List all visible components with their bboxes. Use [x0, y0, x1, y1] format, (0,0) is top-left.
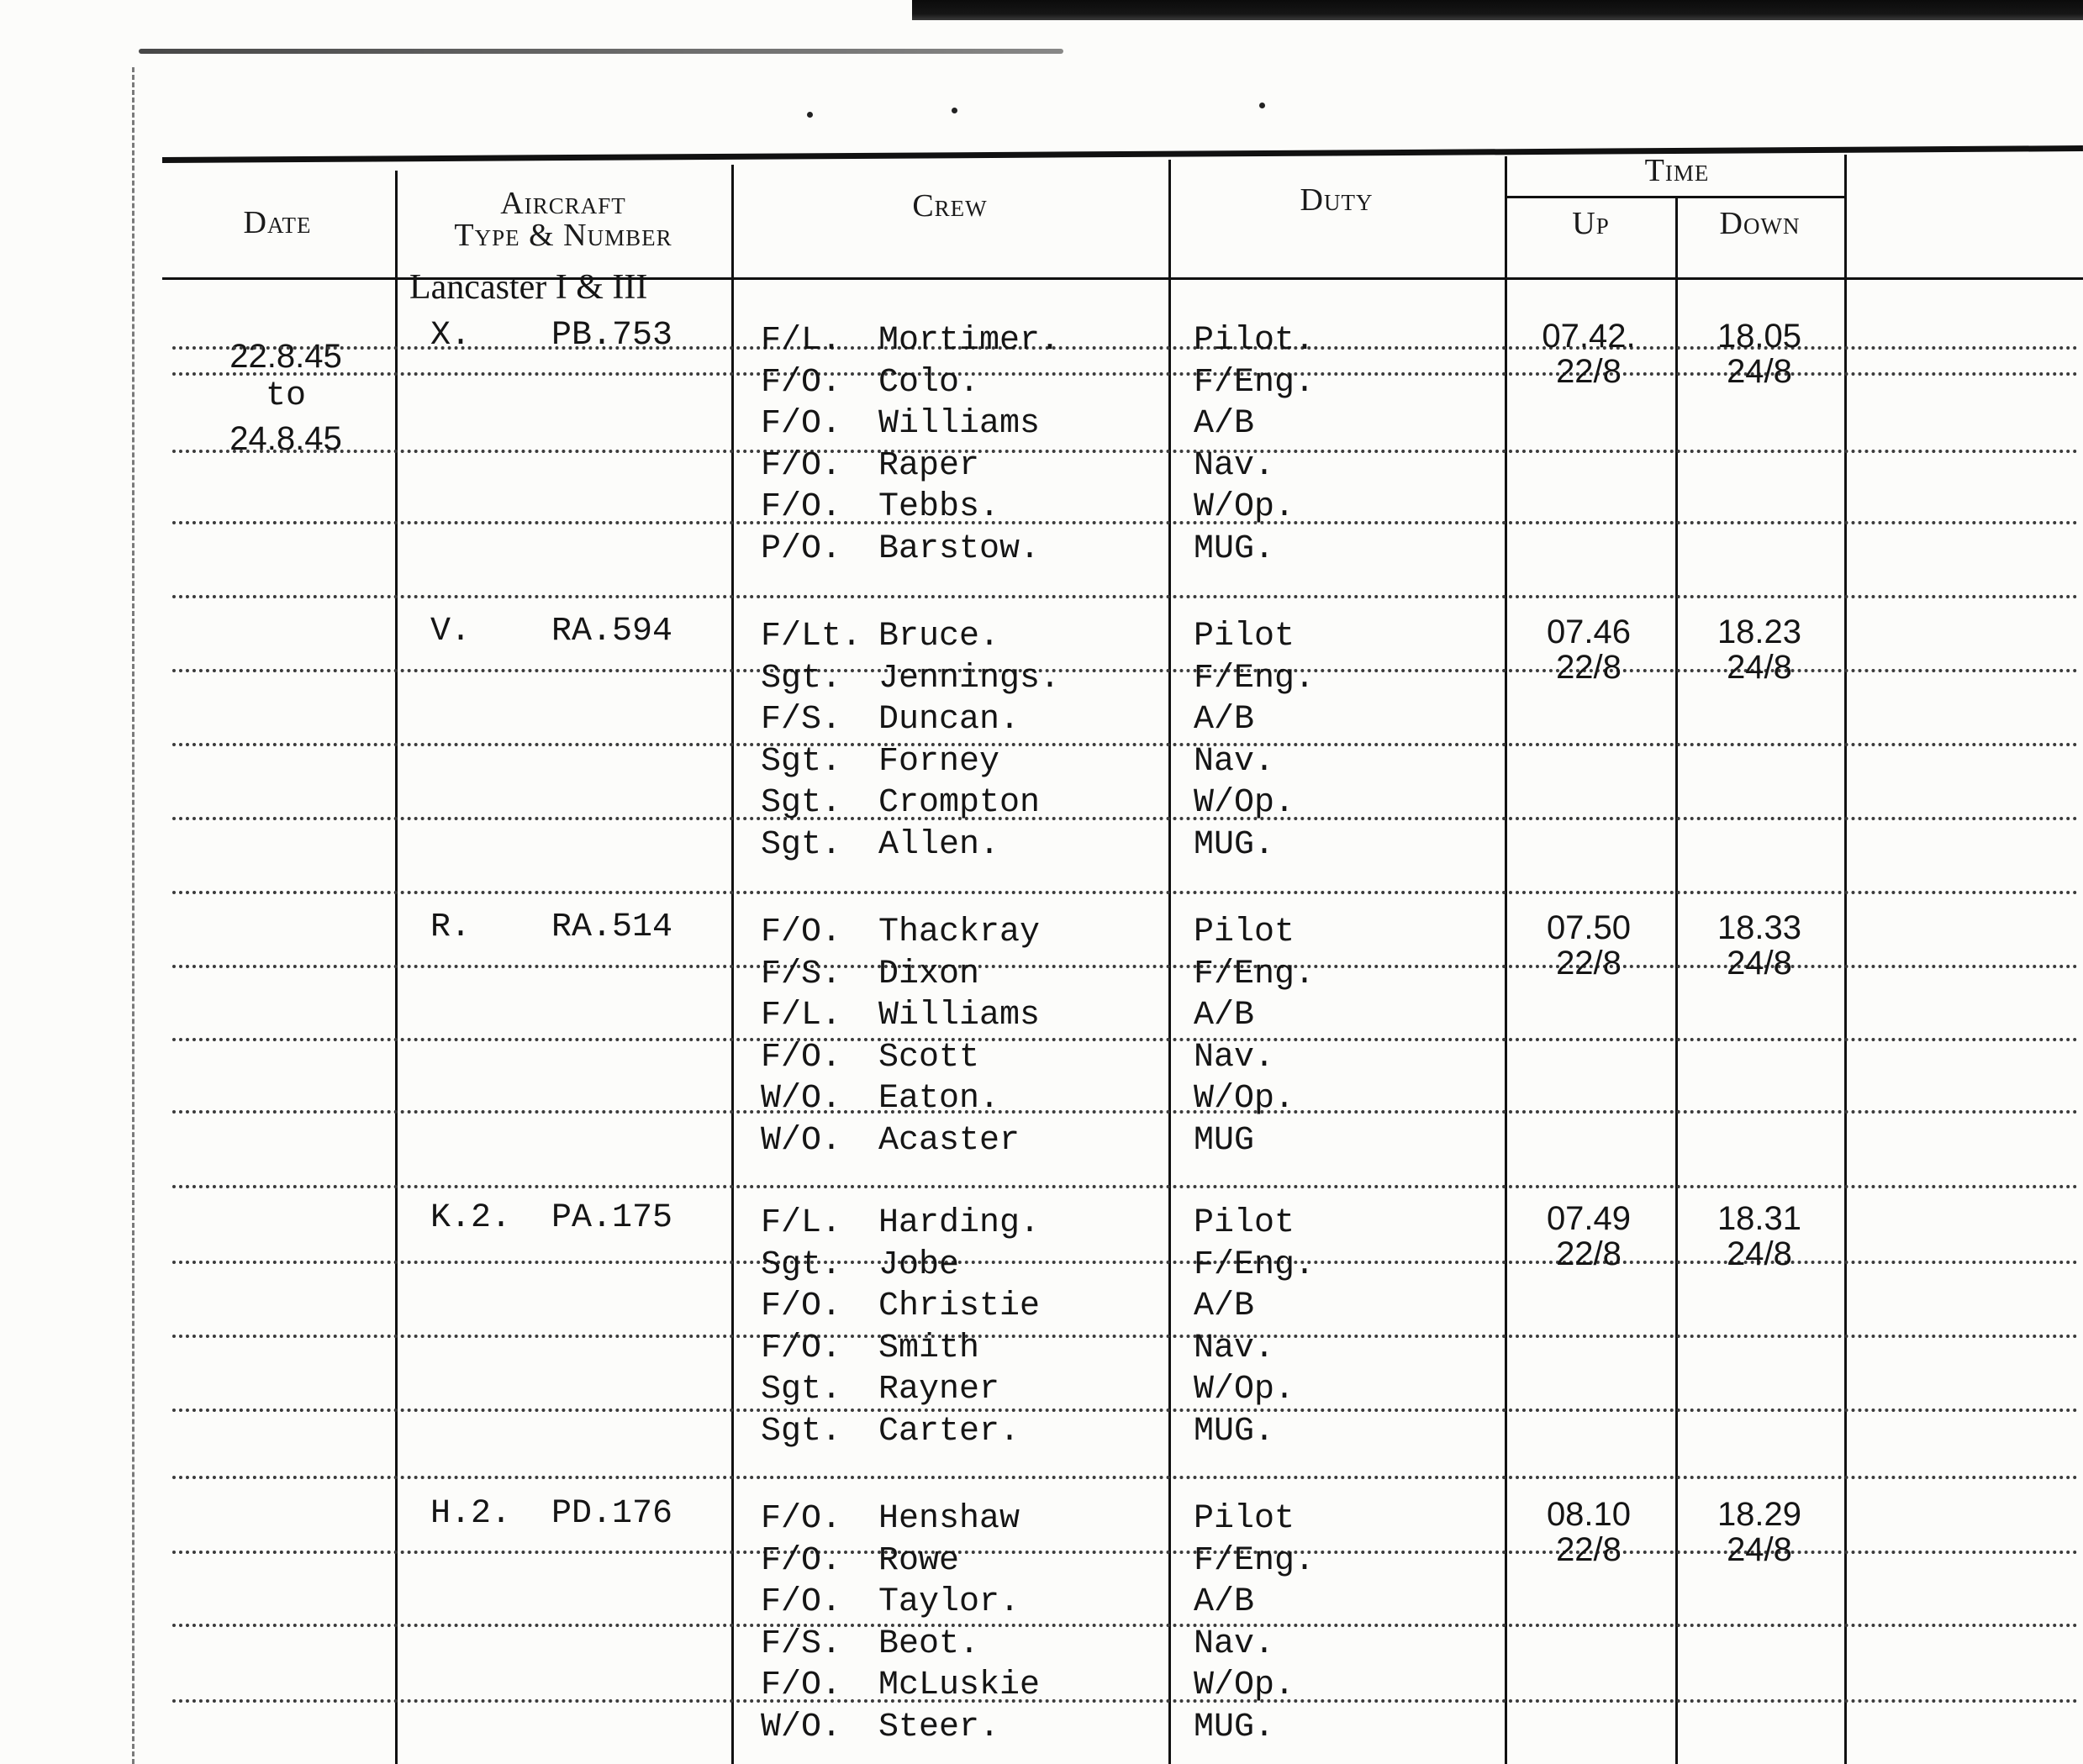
crew-duty: Pilot — [1194, 1204, 1295, 1242]
crew-duty: F/Eng. — [1194, 1542, 1316, 1580]
crew-rank: Sgt. — [761, 1371, 842, 1409]
time-up: 07.50 — [1546, 909, 1632, 946]
crew-name: Harding. — [878, 1204, 1041, 1242]
crew-name: Steer. — [878, 1709, 1000, 1746]
crew-rank: W/O. — [761, 1080, 842, 1118]
crew-rank: Sgt. — [761, 743, 842, 781]
crew-name: Raper — [878, 447, 980, 485]
crew-name: Bruce. — [878, 618, 1000, 656]
crew-rank: F/L. — [761, 322, 842, 360]
aircraft-id: H.2. PD.176 — [430, 1495, 673, 1533]
divider-crew-duty — [1168, 160, 1171, 1764]
header-time-down: Down — [1719, 206, 1801, 241]
date-down: 24/8 — [1727, 1531, 1792, 1568]
row-rule — [172, 1409, 2079, 1412]
aircraft-type-heading: Lancaster I & III — [409, 268, 648, 307]
crew-duty: A/B — [1194, 1583, 1255, 1621]
header-time: Time — [1644, 153, 1710, 188]
aircraft-id: X. PB.753 — [430, 317, 673, 355]
crew-duty: MUG. — [1194, 530, 1275, 568]
crew-duty: W/Op. — [1194, 1667, 1295, 1704]
crew-rank: Sgt. — [761, 826, 842, 864]
crew-name: Crompton — [878, 784, 1041, 822]
crew-name: Christie — [878, 1287, 1041, 1325]
crew-name: Duncan. — [878, 701, 1020, 739]
crew-name: Dixon — [878, 956, 980, 993]
crew-name: Jobe — [878, 1246, 960, 1284]
time-down: 18.31 — [1716, 1200, 1802, 1237]
row-rule — [172, 1185, 2079, 1188]
crew-duty: W/Op. — [1194, 1080, 1295, 1118]
crew-duty: W/Op. — [1194, 784, 1295, 822]
time-subheader-rule — [1505, 196, 1844, 198]
crew-name: Scott — [878, 1039, 980, 1077]
crew-duty: Pilot. — [1194, 322, 1316, 360]
row-rule — [172, 595, 2079, 598]
crew-rank: W/O. — [761, 1122, 842, 1160]
crew-duty: MUG. — [1194, 1413, 1275, 1451]
date-up: 22/8 — [1556, 945, 1622, 982]
date-up: 22/8 — [1556, 1531, 1622, 1568]
crew-rank: F/S. — [761, 701, 842, 739]
header-date: Date — [243, 205, 312, 240]
date-down: 24/8 — [1727, 945, 1792, 982]
time-up: 08.10 — [1546, 1496, 1632, 1533]
crew-rank: F/O. — [761, 488, 842, 526]
crew-rank: F/O. — [761, 447, 842, 485]
crew-name: Henshaw — [878, 1500, 1020, 1538]
crew-rank: F/O. — [761, 914, 842, 951]
crew-name: Williams — [878, 405, 1041, 443]
crew-duty: MUG. — [1194, 1709, 1275, 1746]
crew-duty: Nav. — [1194, 1330, 1275, 1367]
crew-duty: Pilot — [1194, 618, 1295, 656]
left-margin-line — [132, 67, 134, 1764]
row-rule — [172, 891, 2079, 894]
crew-name: Rowe — [878, 1542, 960, 1580]
crew-rank: P/O. — [761, 530, 842, 568]
crew-duty: MUG. — [1194, 826, 1275, 864]
date-to-word: to — [265, 377, 306, 415]
header-duty: Duty — [1300, 182, 1374, 218]
crew-name: Forney — [878, 743, 1000, 781]
crew-duty: A/B — [1194, 405, 1255, 443]
crew-duty: Pilot — [1194, 1500, 1295, 1538]
crew-rank: F/O. — [761, 1667, 842, 1704]
crew-rank: Sgt. — [761, 1246, 842, 1284]
aircraft-id: R. RA.514 — [430, 908, 673, 946]
speck — [952, 108, 957, 113]
crew-rank: F/O. — [761, 364, 842, 402]
divider-up-down — [1675, 198, 1678, 1764]
time-down: 18.29 — [1716, 1496, 1802, 1533]
crew-rank: F/O. — [761, 405, 842, 443]
crew-name: Barstow. — [878, 530, 1041, 568]
date-down: 24/8 — [1727, 353, 1792, 390]
crew-rank: W/O. — [761, 1709, 842, 1746]
scan-edge — [139, 49, 1063, 54]
crew-name: Jennings. — [878, 660, 1061, 698]
header-aircraft-line1: Aircraft — [500, 186, 626, 221]
crew-name: Rayner — [878, 1371, 1000, 1409]
time-down: 18.33 — [1716, 909, 1802, 946]
crew-duty: Nav. — [1194, 1625, 1275, 1663]
time-up: 07.49 — [1546, 1200, 1632, 1237]
date-to: 24.8.45 — [229, 420, 342, 457]
crew-name: Eaton. — [878, 1080, 1000, 1118]
crew-rank: F/S. — [761, 956, 842, 993]
crew-name: McLuskie — [878, 1667, 1041, 1704]
crew-rank: F/L. — [761, 1204, 842, 1242]
divider-down-remarks — [1844, 155, 1847, 1764]
crew-duty: F/Eng. — [1194, 660, 1316, 698]
crew-duty: A/B — [1194, 1287, 1255, 1325]
crew-duty: F/Eng. — [1194, 956, 1316, 993]
aircraft-id: V. RA.594 — [430, 613, 673, 650]
date-up: 22/8 — [1556, 1235, 1622, 1272]
header-aircraft-line2: Type & Number — [454, 218, 672, 253]
crew-name: Williams — [878, 997, 1041, 1035]
time-up: 07.46 — [1546, 613, 1632, 650]
crew-duty: A/B — [1194, 701, 1255, 739]
crew-rank: Sgt. — [761, 660, 842, 698]
crew-rank: F/O. — [761, 1287, 842, 1325]
crew-duty: Nav. — [1194, 743, 1275, 781]
date-up: 22/8 — [1556, 353, 1622, 390]
crew-duty: Pilot — [1194, 914, 1295, 951]
crew-rank: Sgt. — [761, 784, 842, 822]
time-down: 18.05 — [1716, 318, 1802, 355]
crew-name: Allen. — [878, 826, 1000, 864]
crew-duty: MUG — [1194, 1122, 1255, 1160]
date-down: 24/8 — [1727, 649, 1792, 686]
date-up: 22/8 — [1556, 649, 1622, 686]
crew-rank: F/L. — [761, 997, 842, 1035]
crew-rank: F/O. — [761, 1542, 842, 1580]
crew-name: Acaster — [878, 1122, 1020, 1160]
row-rule — [172, 1476, 2079, 1479]
crew-rank: F/O. — [761, 1330, 842, 1367]
scan-shadow — [912, 0, 2083, 20]
crew-name: Carter. — [878, 1413, 1020, 1451]
date-from: 22.8.45 — [229, 338, 342, 375]
crew-duty: W/Op. — [1194, 488, 1295, 526]
crew-name: Taylor. — [878, 1583, 1020, 1621]
crew-duty: Nav. — [1194, 447, 1275, 485]
time-up: 07.42. — [1542, 318, 1636, 355]
speck — [1259, 103, 1265, 108]
crew-rank: F/O. — [761, 1583, 842, 1621]
crew-name: Smith — [878, 1330, 980, 1367]
crew-rank: Sgt. — [761, 1413, 842, 1451]
crew-duty: F/Eng. — [1194, 1246, 1316, 1284]
crew-rank: F/O. — [761, 1039, 842, 1077]
crew-name: Thackray — [878, 914, 1041, 951]
crew-rank: F/O. — [761, 1500, 842, 1538]
crew-name: Colo. — [878, 364, 980, 402]
crew-duty: F/Eng. — [1194, 364, 1316, 402]
header-crew: Crew — [912, 188, 988, 224]
date-down: 24/8 — [1727, 1235, 1792, 1272]
crew-duty: W/Op. — [1194, 1371, 1295, 1409]
crew-rank: F/Lt. — [761, 618, 862, 656]
speck — [807, 112, 813, 118]
header-time-up: Up — [1572, 206, 1610, 241]
crew-name: Beot. — [878, 1625, 980, 1663]
crew-name: Tebbs. — [878, 488, 1000, 526]
crew-name: Mortimer. — [878, 322, 1061, 360]
divider-duty-up — [1505, 156, 1507, 1764]
crew-duty: Nav. — [1194, 1039, 1275, 1077]
crew-rank: F/S. — [761, 1625, 842, 1663]
aircraft-id: K.2. PA.175 — [430, 1199, 673, 1237]
time-down: 18.23 — [1716, 613, 1802, 650]
crew-duty: A/B — [1194, 997, 1255, 1035]
